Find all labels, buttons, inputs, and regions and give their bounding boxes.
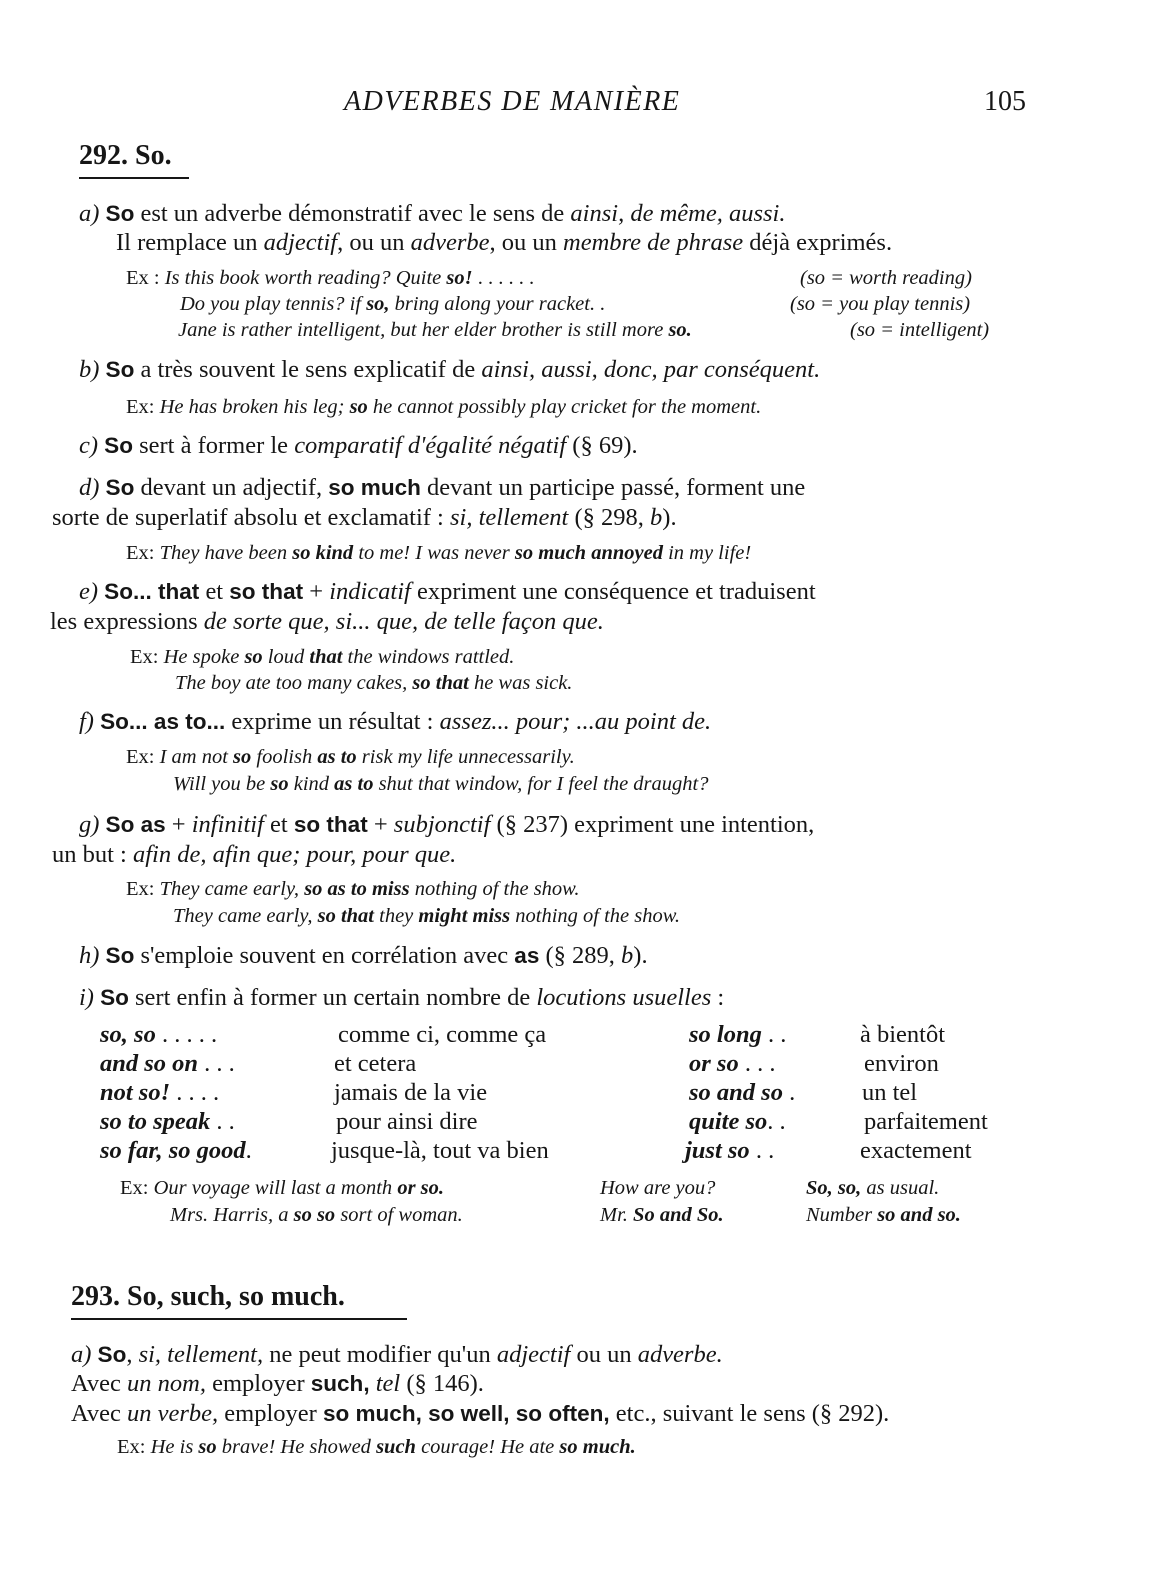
- table-row: so, so . . . . .: [100, 1021, 218, 1048]
- example-292i-2a: Mrs. Harris, a so so sort of woman.: [170, 1204, 463, 1226]
- para-293a-line1: a) So, si, tellement, ne peut modifier qu'un adjectif ou un adverbe.: [71, 1341, 723, 1368]
- example-292i-1b: How are you?: [600, 1177, 716, 1199]
- example-292a-1: Ex : Is this book worth reading? Quite so! . . . . . .: [126, 267, 535, 289]
- example-293a-1: Ex: He is so brave! He showed such courage! He ate so much.: [117, 1436, 636, 1458]
- para-292e-line2: les expressions de sorte que, si... que, de telle façon que.: [50, 608, 604, 635]
- example-292b-1: Ex: He has broken his leg; so he cannot possibly play cricket for the moment.: [126, 396, 762, 418]
- example-292a-3-note: (so = intelligent): [850, 319, 990, 341]
- para-293a-line3: Avec un verbe, employer so much, so well, so often, etc., suivant le sens (§ 292).: [71, 1400, 890, 1427]
- example-292i-1a: Ex: Our voyage will last a month or so.: [120, 1177, 445, 1199]
- table-row-gloss: et cetera: [334, 1050, 417, 1077]
- para-292a-line2: Il remplace un adjectif, ou un adverbe, ou un membre de phrase déjà exprimés.: [116, 229, 893, 256]
- table-row-gloss: jamais de la vie: [334, 1079, 488, 1106]
- table-row: not so! . . . .: [100, 1079, 220, 1106]
- running-header-title: ADVERBES DE MANIÈRE: [344, 86, 681, 117]
- table-row: so and so .: [689, 1079, 796, 1106]
- example-292g-2: They came early, so that they might miss nothing of the show.: [173, 905, 681, 927]
- table-row-gloss: à bientôt: [860, 1021, 946, 1048]
- para-292c: c) So sert à former le comparatif d'égalité négatif (§ 69).: [79, 432, 638, 459]
- para-292a-line1: a) So est un adverbe démonstratif avec le sens de ainsi, de même, aussi.: [79, 200, 786, 227]
- locutions-table: [0, 1020, 1153, 1170]
- page-number: 105: [984, 86, 1026, 117]
- example-292i-2c: Number so and so.: [806, 1204, 961, 1226]
- para-292d-line2: sorte de superlatif absolu et exclamatif : si, tellement (§ 298, b).: [52, 504, 677, 531]
- table-row: so long . .: [689, 1021, 787, 1048]
- table-row-gloss: parfaitement: [864, 1108, 988, 1135]
- table-row: so to speak . .: [100, 1108, 235, 1135]
- table-row-gloss: comme ci, comme ça: [338, 1021, 547, 1048]
- example-292a-3: Jane is rather intelligent, but her elder brother is still more so.: [178, 319, 692, 341]
- table-row: quite so. .: [689, 1108, 786, 1135]
- section-293-title: 293. So, such, so much.: [71, 1281, 345, 1312]
- example-292i-1c: So, so, as usual.: [806, 1177, 940, 1199]
- example-292a-2: Do you play tennis? if so, bring along your racket. .: [180, 293, 606, 315]
- table-row: or so . . .: [689, 1050, 776, 1077]
- para-292h: h) So s'emploie souvent en corrélation avec as (§ 289, b).: [79, 942, 648, 969]
- para-292i: i) So sert enfin à former un certain nombre de locutions usuelles :: [79, 984, 725, 1011]
- example-292a-2-note: (so = you play tennis): [790, 293, 971, 315]
- para-292g-line2: un but : afin de, afin que; pour, pour que.: [52, 841, 457, 868]
- example-292e-1: Ex: He spoke so loud that the windows rattled.: [130, 646, 515, 668]
- table-row-gloss: exactement: [860, 1137, 972, 1164]
- example-292a-1-note: (so = worth reading): [800, 267, 972, 289]
- table-row-gloss: environ: [864, 1050, 939, 1077]
- table-row-gloss: pour ainsi dire: [336, 1108, 478, 1135]
- para-292f: f) So... as to... exprime un résultat : assez... pour; ...au point de.: [79, 708, 712, 735]
- example-292g-1: Ex: They came early, so as to miss nothing of the show.: [126, 878, 580, 900]
- example-292f-1: Ex: I am not so foolish as to risk my life unnecessarily.: [126, 746, 575, 768]
- para-292g-line1: g) So as + infinitif et so that + subjonctif (§ 237) expriment une intention,: [79, 811, 815, 838]
- para-292e-line1: e) So... that et so that + indicatif expriment une conséquence et traduisent: [79, 578, 816, 605]
- example-292e-2: The boy ate too many cakes, so that he was sick.: [175, 672, 573, 694]
- table-row-gloss: un tel: [862, 1079, 918, 1106]
- example-292d-1: Ex: They have been so kind to me! I was never so much annoyed in my life!: [126, 542, 752, 564]
- table-row: and so on . . .: [100, 1050, 235, 1077]
- section-293-underline: [71, 1318, 407, 1320]
- table-row-gloss: jusque-là, tout va bien: [331, 1137, 549, 1164]
- table-row: just so . .: [685, 1137, 775, 1164]
- section-292-title: 292. So.: [79, 140, 172, 171]
- table-row: so far, so good.: [100, 1137, 252, 1164]
- para-292d-line1: d) So devant un adjectif, so much devant un participe passé, forment une: [79, 474, 806, 501]
- para-293a-line2: Avec un nom, employer such, tel (§ 146).: [71, 1370, 484, 1397]
- example-292f-2: Will you be so kind as to shut that window, for I feel the draught?: [173, 773, 709, 795]
- example-292i-2b: Mr. So and So.: [600, 1204, 724, 1226]
- section-292-underline: [79, 177, 189, 179]
- para-292b: b) So a très souvent le sens explicatif de ainsi, aussi, donc, par conséquent.: [79, 356, 821, 383]
